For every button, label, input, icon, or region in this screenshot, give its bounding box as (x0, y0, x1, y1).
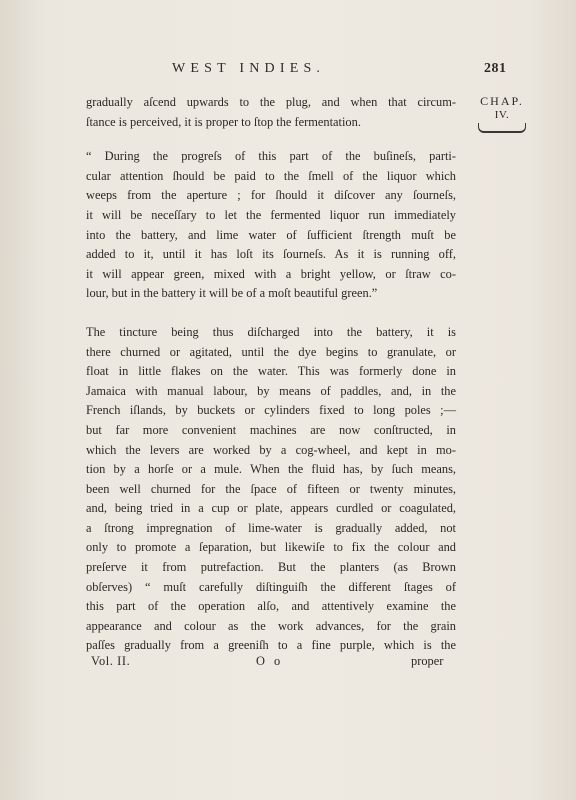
text-line: obſerves) “ muſt carefully diſtinguiſh the different ſtages of (86, 579, 456, 594)
text-line: it will appear green, mixed with a bright yellow, or ſtraw co- (86, 266, 456, 281)
text-line: weeps from the aperture ; for ſhould it diſcover any ſourneſs, (86, 188, 456, 203)
text-line: which the levers are worked by a cog-wheel, and kept in mo- (86, 442, 456, 457)
paragraph-spacer (86, 304, 456, 323)
text-line: cular attention ſhould be paid to the ſmell of the liquor which (86, 168, 456, 183)
text-line: French iſlands, by buckets or cylinders fixed to long poles ;— (86, 403, 456, 418)
text-line: but far more convenient machines are now conſtructed, in (86, 422, 456, 437)
text-line: “ During the progreſs of this part of the buſineſs, parti- (86, 149, 456, 164)
text-line: preſerve it from putrefaction. But the planters (as Brown (86, 560, 456, 575)
chapter-margin-note (465, 94, 539, 133)
text-line: ſtance is perceived, it is proper to ſtop the fermentation. (86, 114, 361, 129)
chapter-label: CHAP. (480, 94, 524, 108)
text-line: it will be neceſſary to let the fermented liquor run immediately (86, 207, 456, 222)
paragraph-spacer (86, 132, 456, 147)
text-line: The tincture being thus diſcharged into the battery, it is (86, 324, 456, 339)
text-line: tion by a horſe or a mule. When the fluid has, by ſuch means, (86, 462, 456, 477)
text-line: and, being tried in a cup or plate, appears curdled or coagulated, (86, 501, 456, 516)
text-line: appearance and colour as the work advances, for the grain (86, 618, 456, 633)
page-number: 281 (484, 61, 507, 76)
chapter-bracket-ornament (478, 123, 526, 133)
catchword: proper (411, 654, 444, 668)
text-line: lour, but in the battery it will be of a moſt beautiful green.” (86, 286, 378, 301)
text-line: been well churned for the ſpace of fifteen or twenty minutes, (86, 481, 456, 496)
text-line: this part of the operation alſo, and attentively examine the (86, 599, 456, 614)
paragraph-2-quotation (86, 147, 456, 304)
signature-mark: O o (256, 654, 284, 668)
text-line: float in little flakes on the water. This was formerly done in (86, 364, 456, 379)
text-line: added to it, until it has loſt its ſourneſs. As it is running off, (86, 247, 456, 262)
text-line: a ſtrong impregnation of lime-water is gradually added, not (86, 520, 456, 535)
paragraph-3 (86, 323, 456, 656)
text-line: into the battery, and lime water of ſufficient ſtrength muſt be (86, 227, 456, 242)
text-line: paſſes gradually from a greeniſh to a fine purple, which is the (86, 638, 456, 653)
volume-label: Vol. II. (91, 654, 131, 668)
text-line: Jamaica with manual labour, by means of paddles, and, in the (86, 383, 456, 398)
paragraph-1 (86, 93, 456, 132)
text-line: there churned or agitated, until the dye begins to granulate, or (86, 344, 456, 359)
page-footer (0, 654, 576, 674)
running-title: WEST INDIES. (172, 61, 326, 76)
text-line: only to promote a ſeparation, but likewiſe to fix the colour and (86, 540, 456, 555)
chapter-number: IV. (494, 109, 510, 121)
body-text (86, 93, 456, 656)
running-head (0, 61, 576, 81)
text-line: gradually aſcend upwards to the plug, and when that circum- (86, 95, 456, 109)
